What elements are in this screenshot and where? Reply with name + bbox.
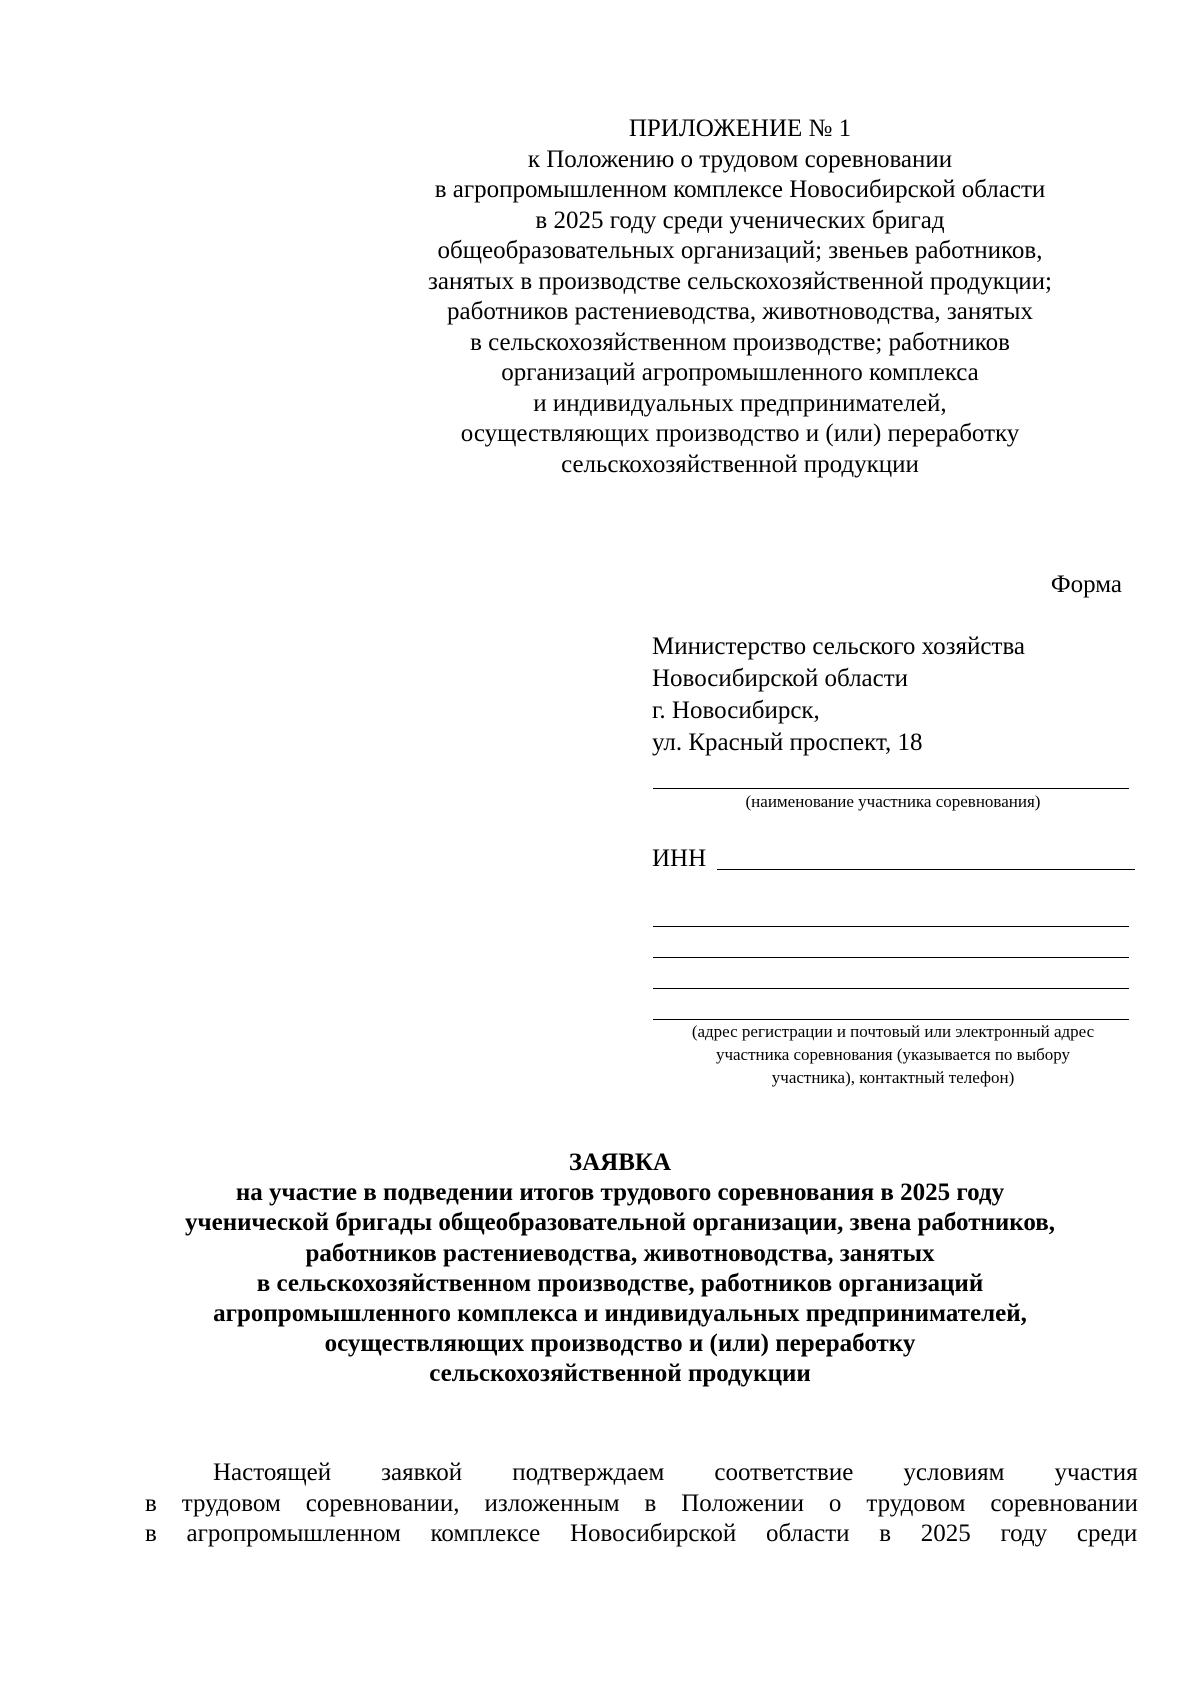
word: заявкой bbox=[381, 1459, 463, 1486]
word: изложенным bbox=[484, 1489, 620, 1517]
addressee-line: г. Новосибирск, bbox=[652, 697, 820, 724]
addressee-block bbox=[652, 631, 1025, 759]
word: году bbox=[1000, 1520, 1048, 1547]
body-paragraph bbox=[145, 1458, 1137, 1550]
appendix-line: общеобразовательных организаций; звеньев работников, bbox=[437, 237, 1043, 264]
address-field-line-2[interactable] bbox=[653, 957, 1129, 958]
word: 2025 bbox=[920, 1520, 971, 1547]
appendix-line: в 2025 году среди ученических бригад bbox=[535, 206, 945, 234]
word: агропромышленном bbox=[186, 1520, 401, 1547]
application-title bbox=[100, 1148, 1140, 1390]
appendix-header bbox=[400, 114, 1080, 480]
appendix-line: и индивидуальных предпринимателей, bbox=[533, 389, 947, 417]
inn-label: ИНН bbox=[652, 845, 707, 872]
appendix-title: ПРИЛОЖЕНИЕ № 1 bbox=[628, 115, 852, 142]
word: области bbox=[765, 1520, 850, 1547]
word: соревновании bbox=[990, 1489, 1138, 1517]
word: комплексе bbox=[430, 1520, 541, 1547]
word: Новосибирской bbox=[569, 1520, 737, 1547]
appendix-line: сельскохозяйственной продукции bbox=[561, 450, 919, 478]
appendix-line: к Положению о трудовом соревновании bbox=[527, 145, 953, 173]
address-caption bbox=[653, 1020, 1133, 1089]
appendix-line: организаций агропромышленного комплекса bbox=[501, 359, 979, 386]
address-field-line-1[interactable] bbox=[653, 926, 1129, 927]
word: трудовом bbox=[181, 1489, 281, 1517]
application-title-line: в сельскохозяйственном производстве, работников организаций bbox=[256, 1269, 984, 1297]
word: трудовом bbox=[866, 1489, 966, 1517]
application-title-line: сельскохозяйственной продукции bbox=[429, 1360, 811, 1388]
caption-line: участника соревнования (указывается по выбору bbox=[715, 1045, 1071, 1064]
appendix-line: работников растениеводства, животноводства, занятых bbox=[447, 298, 1033, 325]
application-title-line: осуществляющих производство и (или) переработку bbox=[324, 1330, 916, 1358]
word: подтверждаем bbox=[512, 1459, 665, 1486]
paragraph-line bbox=[145, 1519, 1137, 1550]
word: о bbox=[828, 1489, 842, 1517]
address-field-line-3[interactable] bbox=[653, 988, 1129, 989]
application-title-line: агропромышленного комплекса и индивидуальных предпринимателей, bbox=[213, 1300, 1027, 1328]
word: в bbox=[644, 1489, 657, 1517]
word: соответствие bbox=[714, 1459, 854, 1486]
form-label: Форма bbox=[1050, 571, 1122, 598]
appendix-line: осуществляющих производство и (или) переработку bbox=[460, 420, 1020, 447]
word: в bbox=[145, 1520, 157, 1547]
word: в bbox=[879, 1520, 892, 1547]
caption-line: участника), контактный телефон) bbox=[771, 1068, 1015, 1087]
addressee-line: Министерство сельского хозяйства bbox=[652, 633, 1026, 660]
word: в bbox=[145, 1489, 157, 1517]
application-title-line: на участие в подведении итогов трудового соревнования в 2025 году bbox=[235, 1179, 1005, 1207]
inn-field[interactable] bbox=[717, 869, 1135, 870]
appendix-line: занятых в производстве сельскохозяйственной продукции; bbox=[428, 267, 1052, 295]
application-heading: ЗАЯВКА bbox=[568, 1149, 672, 1176]
word: соревновании, bbox=[305, 1489, 460, 1517]
application-title-line: ученической бригады общеобразовательной организации, звена работников, bbox=[185, 1209, 1055, 1237]
participant-name-caption bbox=[653, 790, 1133, 813]
word: участия bbox=[1054, 1459, 1138, 1486]
caption-line: (наименование участника соревнования) bbox=[745, 792, 1041, 811]
word: условиям bbox=[903, 1459, 1005, 1486]
appendix-line: в сельскохозяйственном производстве; работников bbox=[470, 328, 1010, 356]
paragraph-line bbox=[145, 1458, 1137, 1489]
appendix-line: в агропромышленном комплексе Новосибирской области bbox=[434, 176, 1046, 203]
paragraph-line bbox=[145, 1489, 1137, 1520]
addressee-line: ул. Красный проспект, 18 bbox=[652, 729, 923, 756]
participant-name-field[interactable] bbox=[653, 788, 1129, 789]
addressee-line: Новосибирской области bbox=[652, 665, 909, 692]
word: Положении bbox=[681, 1489, 804, 1517]
word: Настоящей bbox=[213, 1459, 332, 1486]
word: среди bbox=[1076, 1520, 1138, 1547]
caption-line: (адрес регистрации и почтовый или электронный адрес bbox=[691, 1022, 1095, 1041]
application-title-line: работников растениеводства, животноводства, занятых bbox=[305, 1239, 935, 1267]
